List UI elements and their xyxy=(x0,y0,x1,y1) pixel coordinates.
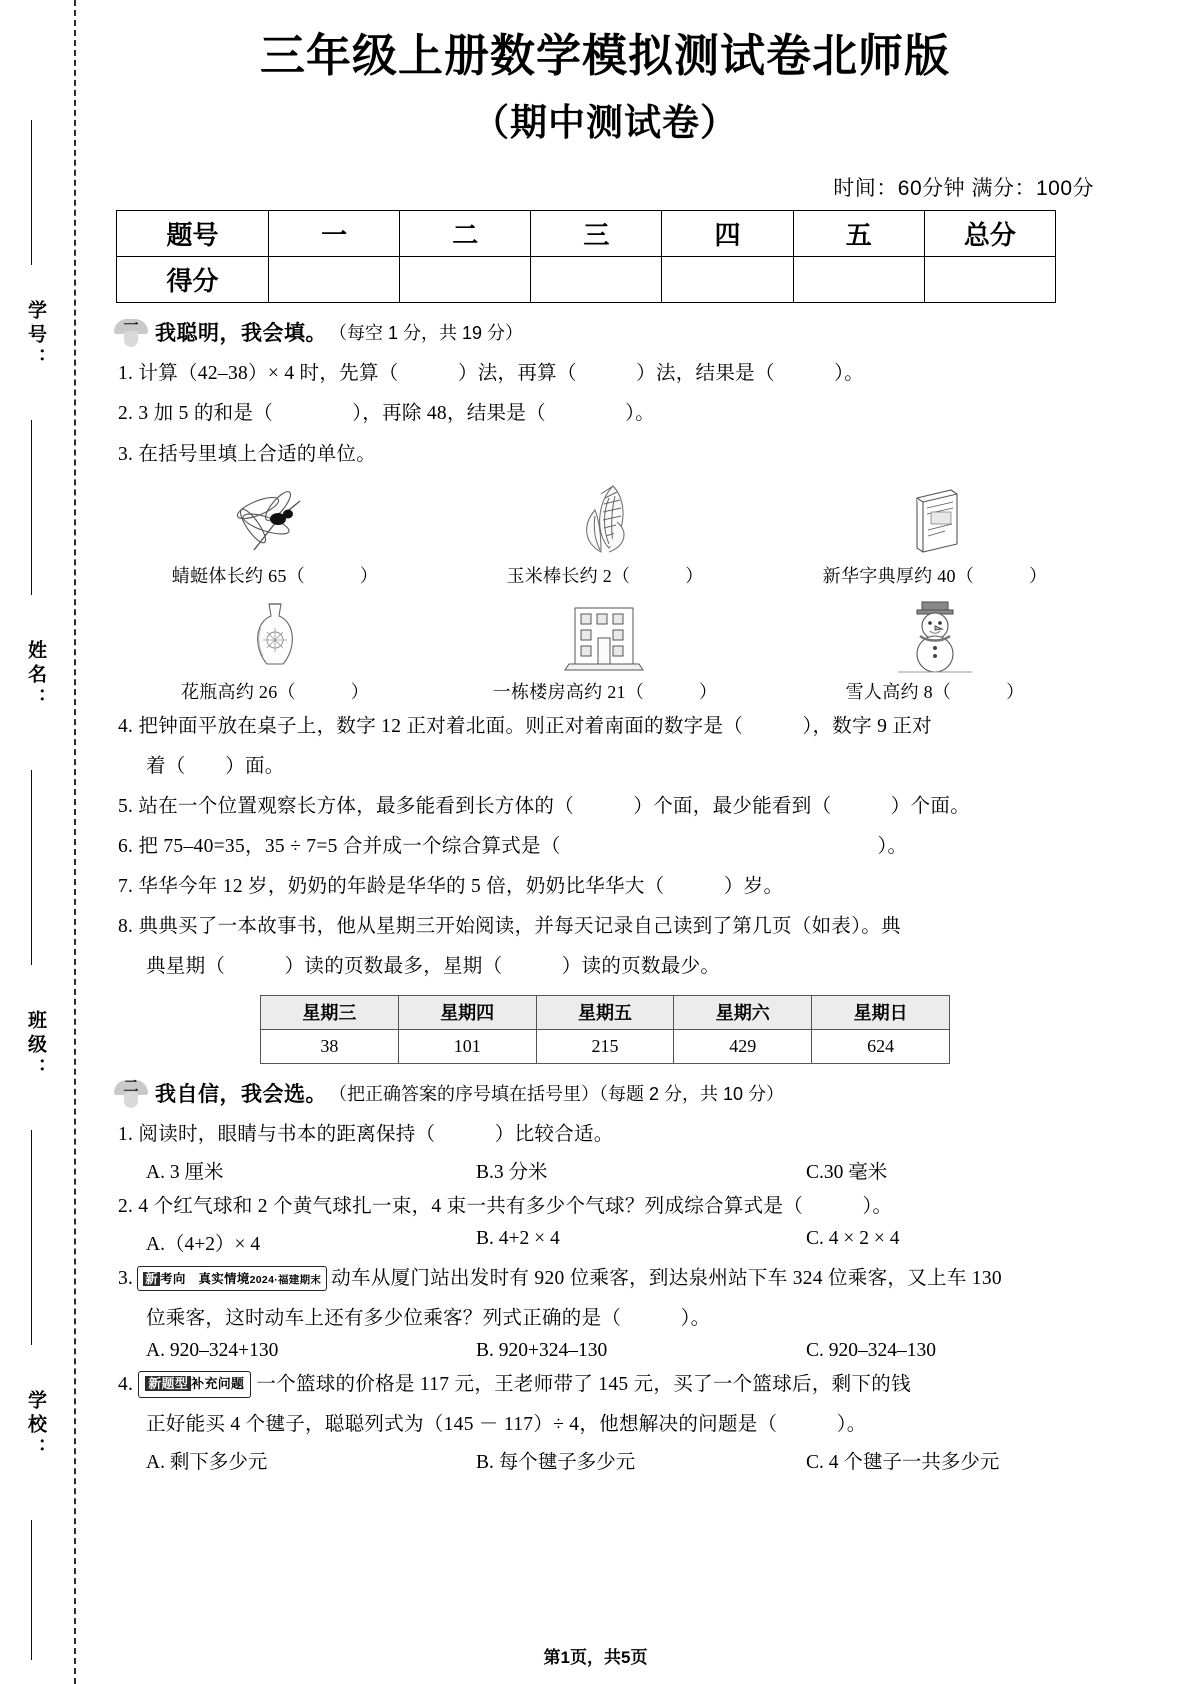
s2-question-2-options xyxy=(146,1228,1100,1256)
s2-q3-option-c[interactable]: C. 920–324–130 xyxy=(806,1340,937,1361)
s2-q3-option-a[interactable]: A. 920–324+130 xyxy=(146,1340,279,1361)
s1-question-1: 1. 计算（42–38）× 4 时，先算（ ）法，再算（ ）法，结果是（ ）。 xyxy=(118,363,864,385)
snowman-icon xyxy=(770,598,1100,674)
badge-text-rest: 考向 真实情境 xyxy=(160,1271,250,1286)
s2-question-4-line1: 4. 新题型 补充问题 一个篮球的价格是 117 元，王老师带了 145 元，买了一个篮球后，剩下的钱 xyxy=(118,1368,1100,1402)
sidebar-label-school: 学校： xyxy=(25,1390,46,1462)
rail-divider-1 xyxy=(31,120,32,265)
s1-question-4-line1: 4. 把钟面平放在桌子上，数字 12 正对着北面。则正对着南面的数字是（ ），数字 9 正对 xyxy=(118,715,932,737)
score-col-5: 五 xyxy=(793,211,924,257)
score-col-total: 总分 xyxy=(924,211,1055,257)
s2-question-3-line1: 3. 新 考向 真实情境2024·福建期末 动车从厦门站出发时有 920 位乘客，到达泉州站下车 324 位乘客，又上车 130 xyxy=(118,1267,1002,1289)
score-col-2: 二 xyxy=(400,211,531,257)
page-footer: 第1页，共5页 xyxy=(543,1648,648,1667)
s2-question-1-options xyxy=(146,1156,1100,1184)
weekday-header-sat: 星期六 xyxy=(674,995,812,1029)
s2-question-4-line2: 正好能买 4 个毽子，聪聪列式为（145 － 117）÷ 4，他想解决的问题是（ ）。 xyxy=(146,1414,867,1436)
score-table-header-row xyxy=(117,211,1056,257)
s1-question-8-line1: 8. 典典买了一本故事书，他从星期三开始阅读，并每天记录自己读到了第几页（如表）。典 xyxy=(118,916,901,938)
s1-picture-caption-snowman: 雪人高约 8（ ） xyxy=(845,681,1025,702)
vase-icon xyxy=(110,598,440,674)
score-row-label-question: 题号 xyxy=(117,211,269,257)
page-value-wed: 38 xyxy=(261,1029,399,1063)
s2-q3-option-b[interactable]: B. 920+324–130 xyxy=(476,1340,608,1361)
mushroom-icon xyxy=(114,1078,148,1108)
s1-question-2: 2. 3 加 5 的和是（ ），再除 48，结果是（ ）。 xyxy=(118,403,655,425)
rail-divider-5 xyxy=(31,1520,32,1660)
s1-question-6: 6. 把 75–40=35，35 ÷ 7=5 合并成一个综合算式是（ ）。 xyxy=(118,836,908,857)
s2-q2-option-c[interactable]: C. 4 × 2 × 4 xyxy=(806,1227,900,1249)
s2-q2-option-b[interactable]: B. 4+2 × 4 xyxy=(476,1227,560,1249)
new-orientation-badge xyxy=(137,1266,327,1291)
rail-divider-3 xyxy=(31,770,32,965)
exam-meta: 时间：60分钟 满分：100分 xyxy=(833,177,1094,201)
weekday-header-wed: 星期三 xyxy=(261,995,399,1029)
new-question-type-badge xyxy=(138,1371,251,1399)
dragonfly-icon xyxy=(110,482,440,558)
reading-log-table xyxy=(260,995,950,1064)
page-subtitle: （期中测试卷） xyxy=(472,102,738,144)
s1-picture-caption-dragonfly: 蜻蜓体长约 65（ ） xyxy=(171,565,379,586)
s2-question-4-options xyxy=(146,1446,1100,1474)
s1-picture-caption-dictionary: 新华字典厚约 40（ ） xyxy=(822,565,1048,586)
s1-picture-row-2 xyxy=(110,598,1100,704)
s1-picture-item-vase xyxy=(110,598,440,704)
section-2-note: （把正确答案的序号填在括号里）（每题 2 分，共 10 分） xyxy=(329,1083,785,1104)
s2-q2-option-a[interactable]: A.（4+2）× 4 xyxy=(146,1233,261,1255)
page-value-sun: 624 xyxy=(812,1029,950,1063)
page-value-sat: 429 xyxy=(674,1029,812,1063)
reading-log-value-row xyxy=(261,1029,950,1063)
sidebar-label-student-id: 学号： xyxy=(25,300,46,372)
page-value-fri: 215 xyxy=(536,1029,674,1063)
score-col-1: 一 xyxy=(269,211,400,257)
s1-picture-item-dictionary xyxy=(770,482,1100,588)
section-2-title: 我自信，我会选。 xyxy=(155,1082,327,1106)
s1-picture-item-building xyxy=(440,598,770,704)
s1-question-4-line2: 着（ ）面。 xyxy=(146,755,285,777)
s1-picture-caption-building: 一栋楼房高约 21（ ） xyxy=(492,681,718,702)
rail-divider-2 xyxy=(31,420,32,595)
section-2-header xyxy=(114,1078,1100,1108)
s2-question-1: 1. 阅读时，眼睛与书本的距离保持（ ）比较合适。 xyxy=(118,1123,614,1145)
s2-q4-option-b[interactable]: B. 每个毽子多少元 xyxy=(476,1452,636,1474)
sidebar-label-name: 姓名： xyxy=(25,640,46,712)
dashed-fold-line xyxy=(74,0,76,1684)
s1-picture-caption-corn: 玉米棒长约 2（ ） xyxy=(506,565,704,586)
exam-page xyxy=(110,0,1100,1476)
weekday-header-thu: 星期四 xyxy=(398,995,536,1029)
page-title: 三年级上册数学模拟测试卷北师版 xyxy=(259,30,950,81)
score-col-4: 四 xyxy=(662,211,793,257)
badge-text-supplement: 补充问题 xyxy=(191,1375,245,1391)
badge-highlight-new: 新 xyxy=(145,1271,159,1286)
s2-q4-option-c[interactable]: C. 4 个毽子一共多少元 xyxy=(806,1452,1000,1474)
score-row-label-points: 得分 xyxy=(117,257,269,303)
section-1-header xyxy=(114,317,1100,347)
page-value-thu: 101 xyxy=(398,1029,536,1063)
reading-log-header-row xyxy=(261,995,950,1029)
mushroom-icon xyxy=(114,317,148,347)
section-1-number: 一 xyxy=(123,317,139,335)
s2-q1-option-c[interactable]: C.30 毫米 xyxy=(806,1161,888,1183)
score-cell-2[interactable] xyxy=(400,257,531,303)
s2-question-3-options xyxy=(146,1340,1100,1362)
s1-question-3: 3. 在括号里填上合适的单位。 xyxy=(118,443,376,465)
s1-picture-item-corn xyxy=(440,482,770,588)
badge-source-line: 2024·福建期末 xyxy=(249,1273,322,1286)
s1-picture-item-dragonfly xyxy=(110,482,440,588)
dictionary-icon xyxy=(770,482,1100,558)
s1-picture-caption-vase: 花瓶高约 26（ ） xyxy=(180,681,370,702)
s1-picture-row-1 xyxy=(110,482,1100,588)
score-cell-1[interactable] xyxy=(269,257,400,303)
s2-q1-option-a[interactable]: A. 3 厘米 xyxy=(146,1161,224,1183)
rail-divider-4 xyxy=(31,1130,32,1345)
sidebar-label-class: 班级： xyxy=(25,1010,46,1082)
s2-q4-text-a: 一个篮球的价格是 117 元，王老师带了 145 元，买了一个篮球后，剩下的钱 xyxy=(256,1374,911,1395)
corn-icon xyxy=(440,482,770,558)
binding-rail xyxy=(0,0,78,1684)
score-cell-5[interactable] xyxy=(793,257,924,303)
s1-question-5: 5. 站在一个位置观察长方体，最多能看到长方体的（ ）个面，最少能看到（ ）个面。 xyxy=(118,795,971,817)
weekday-header-fri: 星期五 xyxy=(536,995,674,1029)
s1-picture-item-snowman xyxy=(770,598,1100,704)
s2-q1-option-b[interactable]: B.3 分米 xyxy=(476,1161,548,1183)
score-cell-4[interactable] xyxy=(662,257,793,303)
s1-question-7: 7. 华华今年 12 岁，奶奶的年龄是华华的 5 倍，奶奶比华华大（ ）岁。 xyxy=(118,876,784,898)
weekday-header-sun: 星期日 xyxy=(812,995,950,1029)
s1-question-8-line2: 典星期（ ）读的页数最多，星期（ ）读的页数最少。 xyxy=(146,956,721,978)
score-table xyxy=(116,210,1056,303)
score-cell-total[interactable] xyxy=(924,257,1055,303)
section-1-note: （每空 1 分，共 19 分） xyxy=(329,323,524,344)
building-icon xyxy=(440,598,770,674)
score-col-3: 三 xyxy=(531,211,662,257)
s2-q3-text-a: 动车从厦门站出发时有 920 位乘客，到达泉州站下车 324 位乘客，又上车 130 xyxy=(331,1267,1002,1289)
section-2-number: 二 xyxy=(123,1077,139,1095)
s2-question-2: 2. 4 个红气球和 2 个黄气球扎一束，4 束一共有多少个气球？列成综合算式是（ ）。 xyxy=(118,1195,893,1217)
s2-question-3-line2: 位乘客，这时动车上还有多少位乘客？列式正确的是（ ）。 xyxy=(146,1307,711,1329)
score-table-value-row xyxy=(117,257,1056,303)
s2-q4-option-a[interactable]: A. 剩下多少元 xyxy=(146,1452,268,1474)
section-1-title: 我聪明，我会填。 xyxy=(155,322,327,346)
badge-highlight-new-type: 新题型 xyxy=(145,1376,191,1391)
score-cell-3[interactable] xyxy=(531,257,662,303)
